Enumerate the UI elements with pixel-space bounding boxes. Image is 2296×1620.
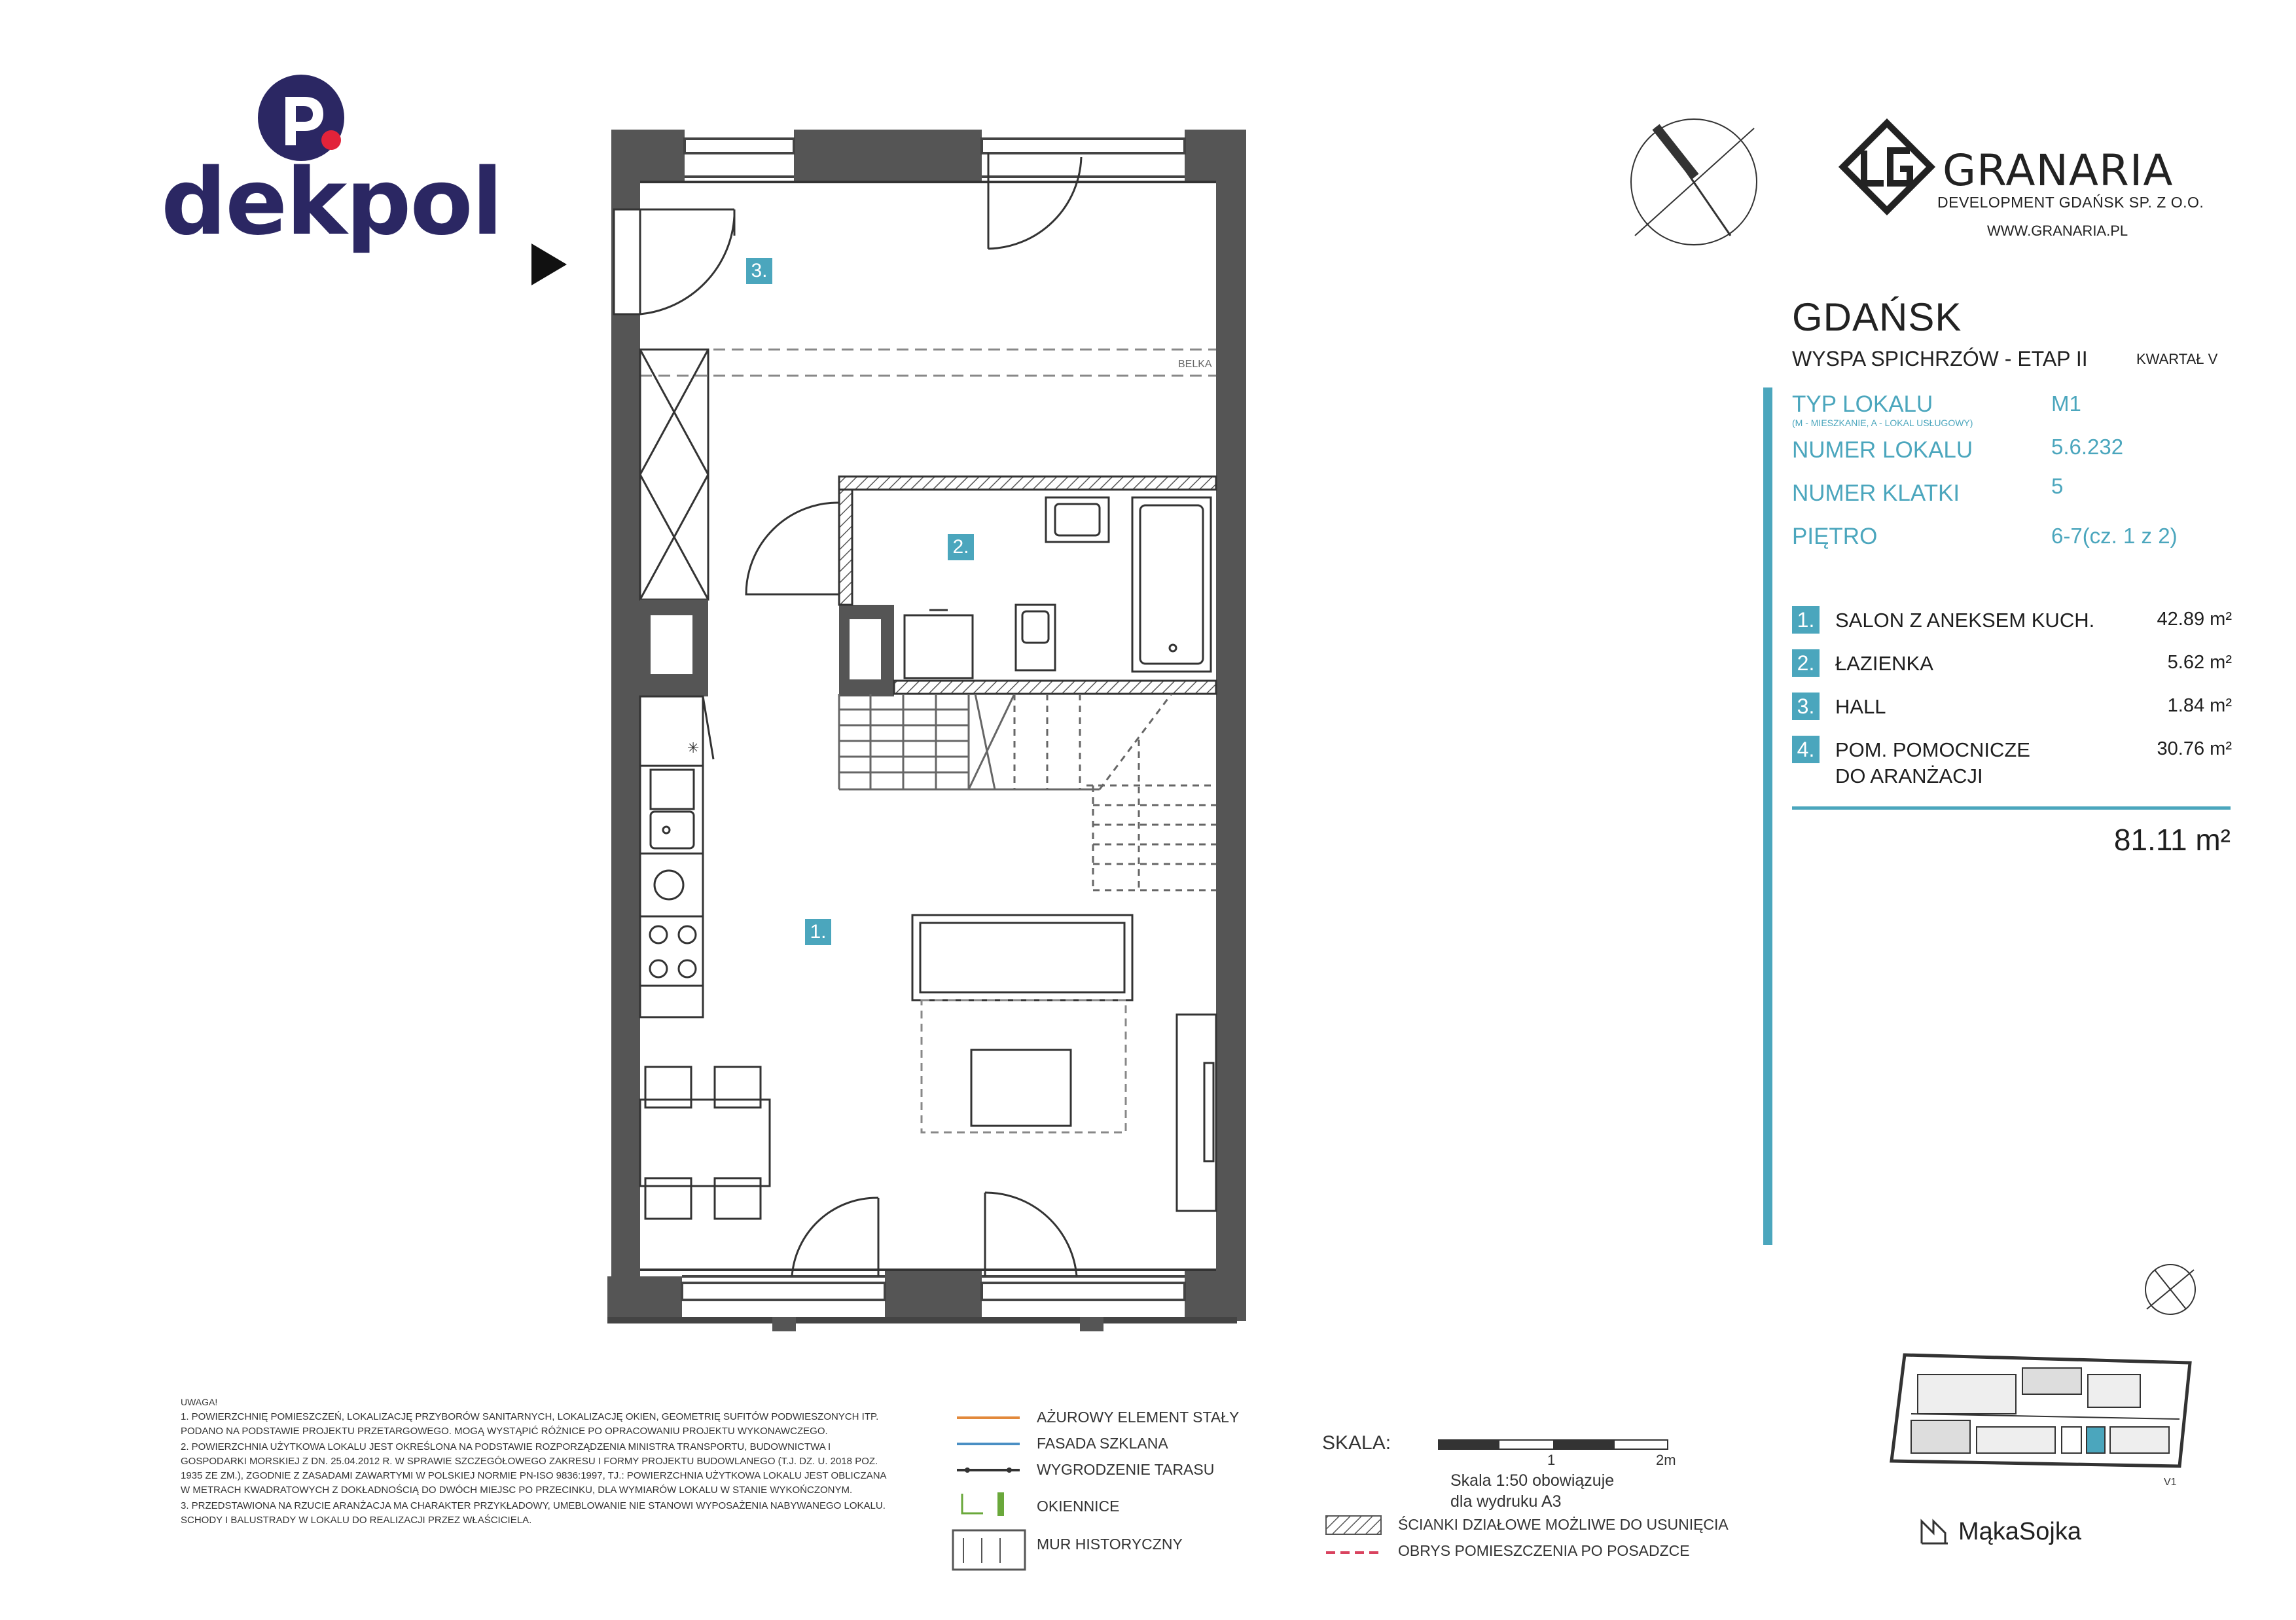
beam [640, 350, 1216, 376]
granaria-subtitle: DEVELOPMENT GDAŃSK SP. Z O.O. [1937, 194, 2204, 211]
room-row [1792, 606, 2232, 649]
bottom-sill [607, 1317, 1237, 1323]
scale-tick-2: 2m [1656, 1452, 1676, 1468]
info-value: 5.6.232 [2051, 435, 2124, 459]
rooms-table [1792, 606, 2232, 795]
info-value: M1 [2051, 391, 2081, 416]
info-note: (M - MIESZKANIE, A - LOKAL USŁUGOWY) [1792, 418, 1973, 428]
left-wardrobe [640, 350, 708, 600]
notes-item: 3. PRZEDSTAWIONA NA RZUCIE ARANŻACJA MA CHARAKTER PRZYKŁADOWY, UMEBLOWANIE NIE STANOWI WYPOSAŻENIA NABYWANEGO LOKALU. SCHODY I BALUSTRADY W LOKALU DO REALIZACJI PRZEZ WŁAŚCICIELA. [181, 1500, 886, 1526]
bottom-doors [792, 1193, 1077, 1276]
notes-heading: UWAGA! [181, 1397, 218, 1407]
info-label: TYP LOKALU [1792, 391, 1933, 417]
scale-note-line2: dla wydruku A3 [1450, 1492, 1562, 1511]
scale-note-line1: Skala 1:50 obowiązuje [1450, 1471, 1615, 1490]
info-value: 6-7(cz. 1 z 2) [2051, 524, 2178, 548]
legend-label: WYGRODZENIE TARASU [1037, 1461, 1215, 1478]
room-number-badge: 4. [1792, 736, 1820, 763]
legend-label: AŻUROWY ELEMENT STAŁY [1037, 1409, 1240, 1426]
city-title: GDAŃSK [1792, 295, 1962, 339]
furniture [640, 915, 1216, 1219]
info-label: PIĘTRO [1792, 524, 1878, 549]
unit-info-row [1792, 521, 2237, 564]
unit-info [1792, 391, 2237, 564]
legend-label: OKIENNICE [1037, 1498, 1120, 1515]
info-label: NUMER LOKALU [1792, 437, 1973, 463]
total-area: 81.11 m² [2113, 823, 2231, 857]
room-row [1792, 649, 2232, 693]
key-plan [1892, 1355, 2190, 1466]
granaria-mark-icon [1838, 118, 1936, 216]
legend-label: FASADA SZKLANA [1037, 1435, 1168, 1452]
room-number-badge: 1. [1792, 606, 1820, 634]
scale-label: SKALA: [1322, 1432, 1391, 1454]
notes-list [181, 1410, 894, 1528]
info-label: NUMER KLATKI [1792, 480, 1960, 506]
total-divider [1792, 806, 2231, 810]
room-number-badge: 3. [1792, 693, 1820, 720]
beam-label: BELKA [1178, 359, 1212, 370]
granaria-logo [1838, 118, 2204, 249]
hall-door [614, 209, 734, 314]
room-area: 1.84 m² [2167, 695, 2232, 716]
architect-name: MąkaSojka [1958, 1517, 2081, 1545]
room-name-line2: DO ARANŻACJI [1835, 765, 1983, 787]
shafts [640, 600, 894, 696]
legend2-label: ŚCIANKI DZIAŁOWE MOŻLIWE DO USUNIĘCIA [1398, 1516, 1729, 1533]
svg-text:✳: ✳ [687, 740, 700, 756]
architect-mark-icon [1919, 1517, 1950, 1546]
unit-info-row [1792, 474, 2237, 521]
room-number-badge: 2. [1792, 649, 1820, 677]
info-accent-bar [1763, 387, 1772, 1245]
legend2-label: OBRYS POMIESZCZENIA PO POSADZCE [1398, 1542, 1690, 1559]
granaria-name: GRANARIA [1943, 145, 2174, 196]
room-name: SALON Z ANEKSEM KUCH. [1835, 609, 2095, 632]
stairs [839, 694, 1216, 890]
top-door [988, 153, 1081, 249]
scale-bar [1439, 1440, 1668, 1449]
dekpol-logo [161, 72, 502, 256]
room-name: ŁAZIENKA [1835, 652, 1933, 675]
plan-room-label-1: 1. [805, 919, 831, 945]
room-area: 42.89 m² [2157, 609, 2232, 630]
compass-small [2145, 1265, 2195, 1314]
room-row [1792, 693, 2232, 736]
project-name: WYSPA SPICHRZÓW - ETAP II [1792, 347, 2088, 370]
room-area: 5.62 m² [2167, 652, 2232, 673]
room-row [1792, 736, 2232, 795]
entrance-arrow [531, 243, 567, 285]
unit-info-row [1792, 391, 2237, 435]
kitchen [640, 696, 713, 1017]
bathroom [746, 477, 1216, 694]
granaria-url: WWW.GRANARIA.PL [1987, 223, 2128, 239]
notes-item: 2. POWIERZCHNIA UŻYTKOWA LOKALU JEST OKREŚLONA NA PODSTAWIE ROZPORZĄDZENIA MINISTRA TRANSPORTU, BUDOWNICTWA I GOSPODARKI MORSKIEJ Z DN. 25.04.2012 R. W SPRAWIE SZCZEGÓŁOWEGO ZAKRESU I FORMY PROJEKTU BUDOWLANEGO (T.J. DZ. U. 2018 POZ. 1935 ZE ZM.), ZGODNIE Z ZASADAMI ZAWARTYMI W POLSKIEJ NORMIE PN-ISO 9836:1997, TJ.: POWIERZCHNIA UŻYTKOWA LOKALU JEST OBLICZANA W METRACH KWADRATOWYCH Z DOKŁADNOŚCIĄ DO DWÓCH MIEJSC PO PRZECINKU, DLA WYMIARÓW LOKALU W STANIE WYKOŃCZONYM. [181, 1441, 886, 1496]
dekpol-wordmark: dekpol [161, 149, 502, 256]
notes-item: 1. POWIERZCHNIĘ POMIESZCZEŃ, LOKALIZACJĘ PRZYBORÓW SANITARNYCH, LOKALIZACJĘ OKIEN, GEOMETRIĘ SUFITÓW PODWIESZONYCH ITP. PODANO NA PODSTAWIE PROJEKTU PRZETARGOWEGO. MOGĄ WYSTĄPIĆ RÓŻNICE PO OPRACOWANIU PROJEKTU WYKONAWCZEGO. [181, 1411, 879, 1437]
plan-room-label-2: 2. [948, 534, 974, 560]
info-value: 5 [2051, 474, 2064, 498]
legend-label: MUR HISTORYCZNY [1037, 1536, 1183, 1553]
plan-room-label-3: 3. [746, 258, 772, 284]
compass-main [1631, 119, 1757, 245]
room-area: 30.76 m² [2157, 738, 2232, 759]
quarter-name: KWARTAŁ V [2136, 351, 2218, 367]
architect-logo [1919, 1517, 2081, 1546]
room-name: POM. POMOCNICZE [1835, 738, 2030, 761]
scale-tick-1: 1 [1547, 1452, 1556, 1468]
keyplan-tag: V1 [2164, 1477, 2177, 1488]
unit-info-row [1792, 435, 2237, 478]
room-name: HALL [1835, 695, 1886, 718]
